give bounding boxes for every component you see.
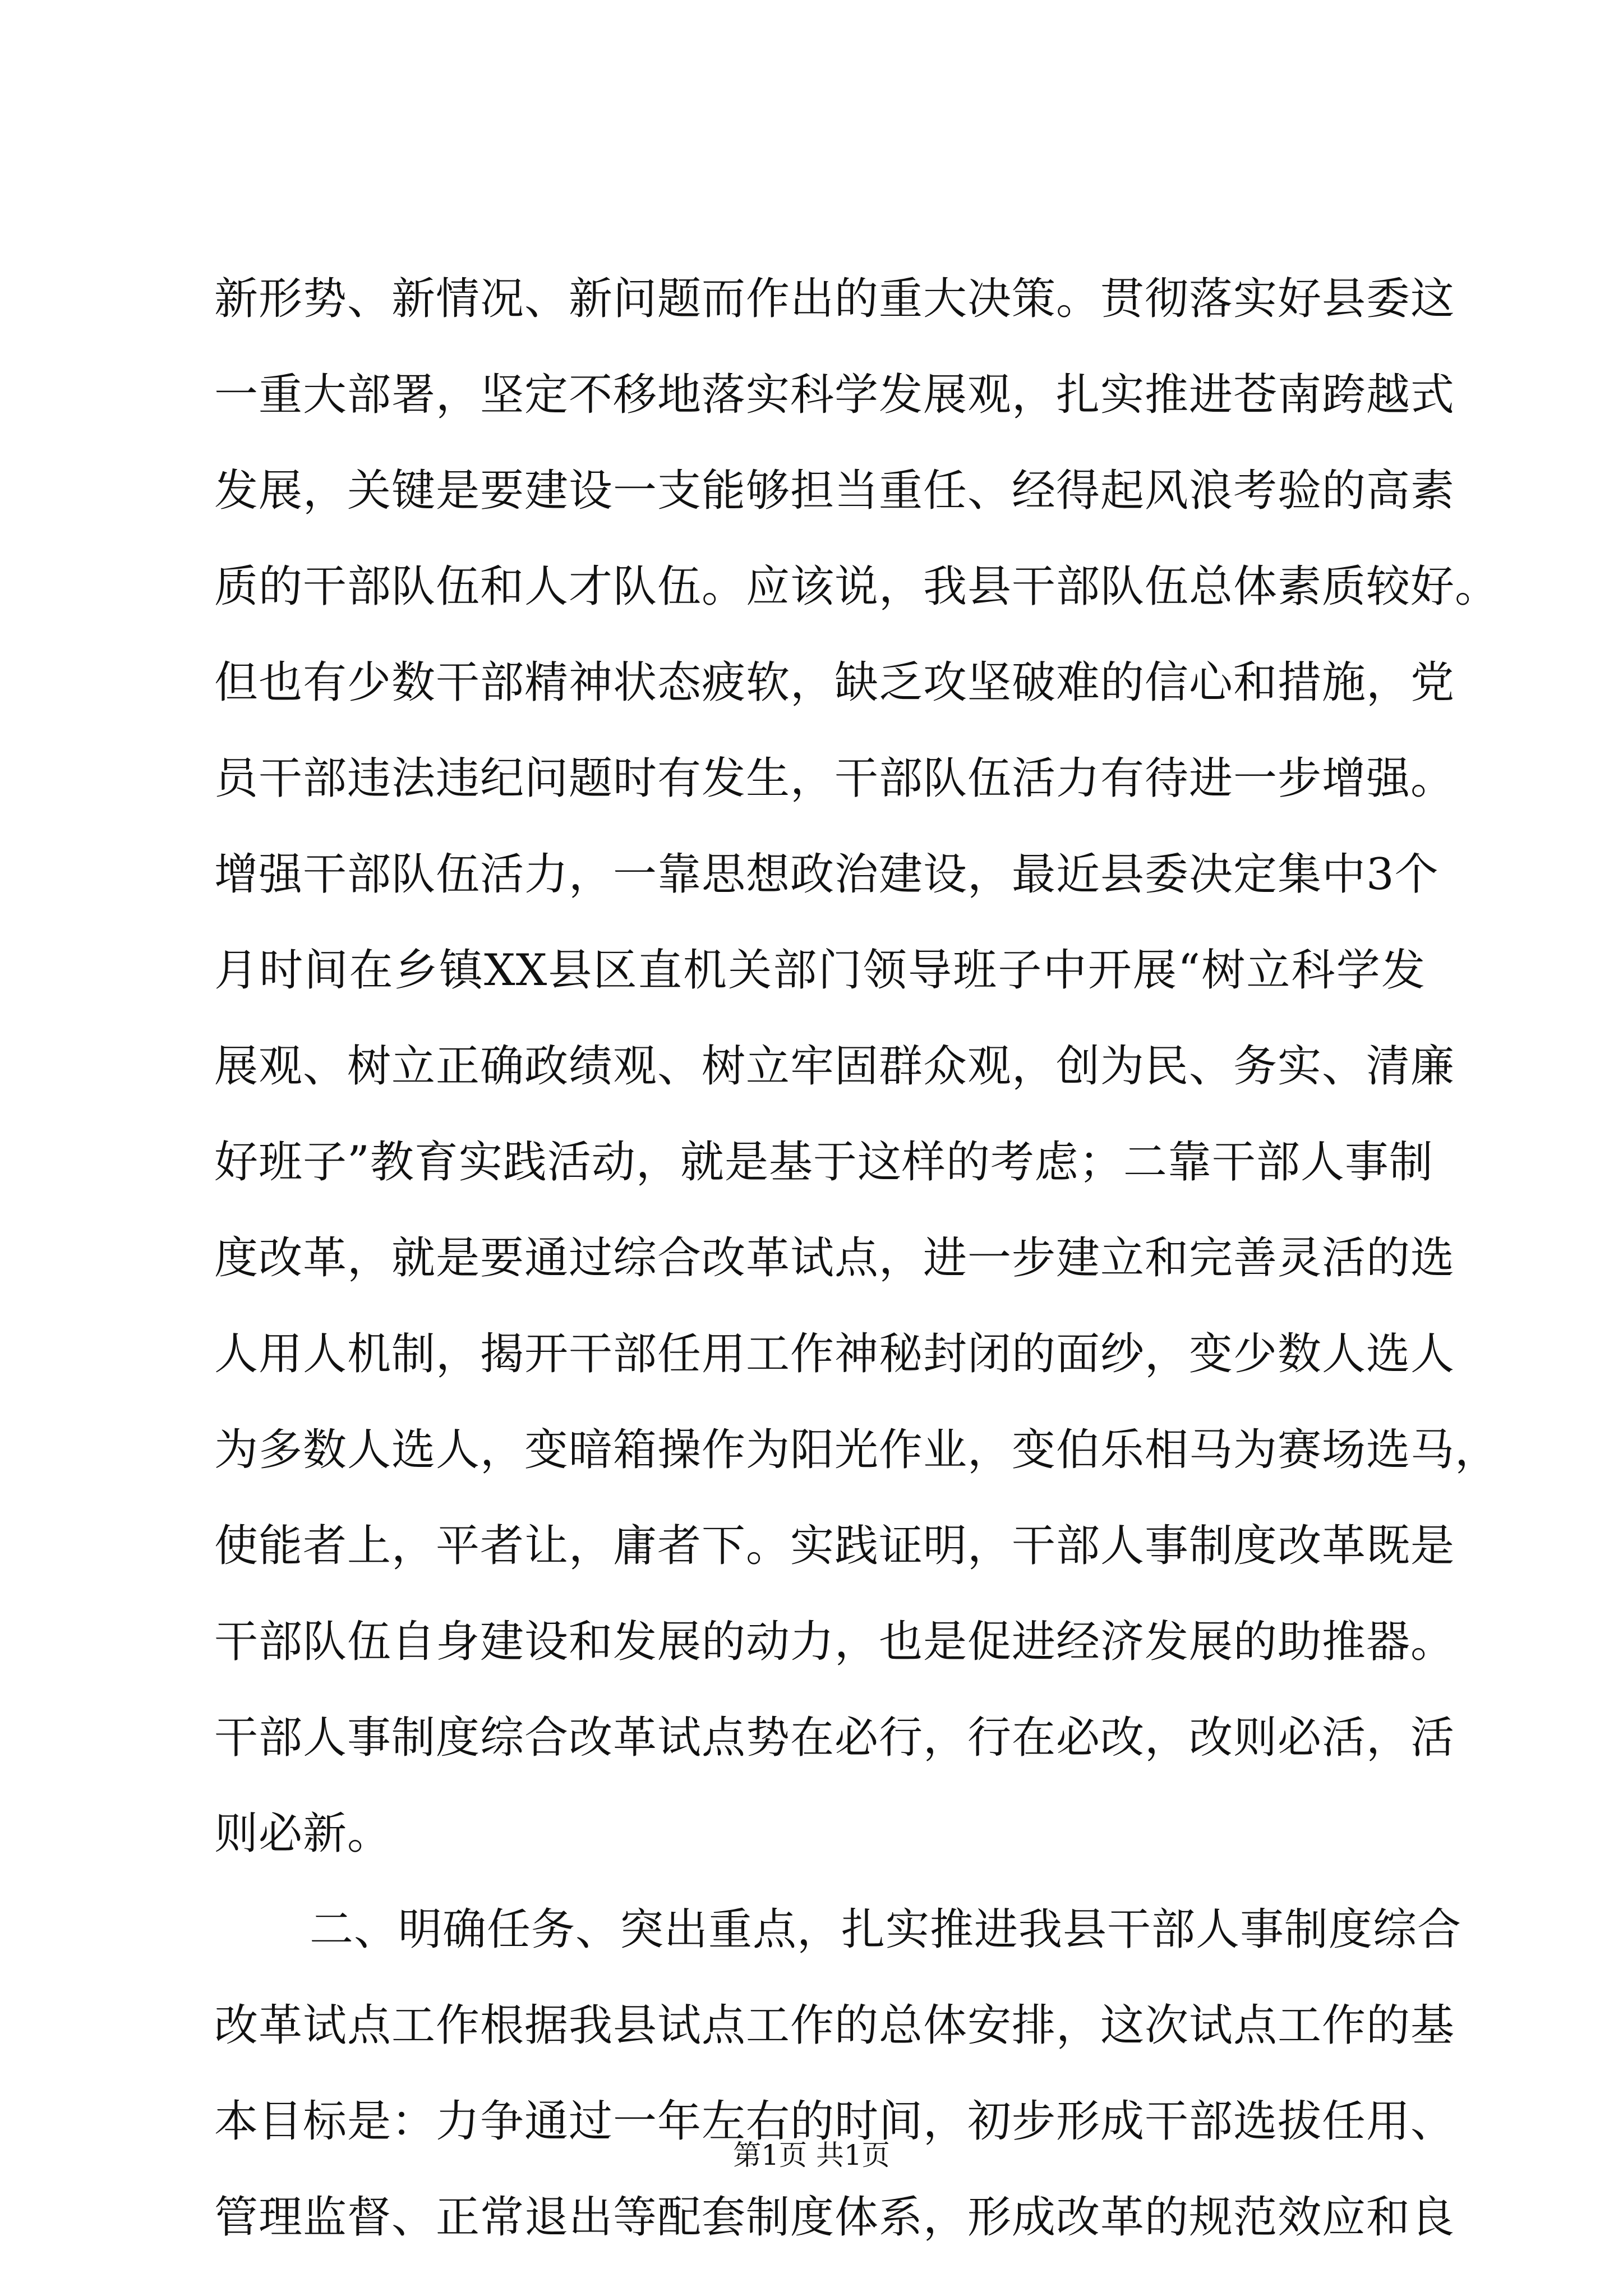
- text-line: 新形势、新情况、新问题而作出的重大决策。贯彻落实好县委这: [214, 274, 1455, 324]
- text-line: 增强干部队伍活力，一靠思想政治建设，最近县委决定集中3个: [214, 849, 1439, 900]
- page-footer: 第1页 共1页: [733, 2139, 890, 2171]
- text-line: 发展，关键是要建设一支能够担当重任、经得起风浪考验的高素: [214, 466, 1455, 516]
- text-line: 人用人机制，揭开干部任用工作神秘封闭的面纱，变少数人选人: [214, 1329, 1455, 1379]
- text-line: 但也有少数干部精神状态疲软，缺乏攻坚破难的信心和措施，党: [214, 657, 1455, 708]
- text-line: 一重大部署，坚定不移地落实科学发展观，扎实推进苍南跨越式: [214, 370, 1455, 420]
- text-line: 干部队伍自身建设和发展的动力，也是促进经济发展的助推器。: [214, 1617, 1455, 1667]
- text-line: 质的干部队伍和人才队伍。应该说，我县干部队伍总体素质较好。: [214, 562, 1500, 612]
- section-heading-line: 二、明确任务、突出重点，扎实推进我县干部人事制度综合: [310, 1904, 1462, 1955]
- text-line: 本目标是：力争通过一年左右的时间，初步形成干部选拔任用、: [214, 2096, 1455, 2147]
- text-line: 员干部违法违纪问题时有发生，干部队伍活力有待进一步增强。: [214, 753, 1455, 804]
- text-line: 展观、树立正确政绩观、树立牢固群众观，创为民、务实、清廉: [214, 1041, 1455, 1092]
- text-line: 月时间在乡镇XX县区直机关部门领导班子中开展“树立科学发: [214, 945, 1426, 996]
- paragraph-end-line: 则必新。: [214, 1809, 392, 1859]
- text-line: 好班子”教育实践活动，就是基于这样的考虑；二靠干部人事制: [214, 1137, 1433, 1188]
- text-line: 使能者上，平者让，庸者下。实践证明，干部人事制度改革既是: [214, 1521, 1455, 1571]
- text-line: 干部人事制度综合改革试点势在必行，行在必改，改则必活，活: [214, 1713, 1455, 1763]
- text-line: 改革试点工作根据我县试点工作的总体安排，这次试点工作的基: [214, 2000, 1455, 2051]
- text-line: 度改革，就是要通过综合改革试点，进一步建立和完善灵活的选: [214, 1233, 1455, 1283]
- body-text: [214, 251, 1500, 2266]
- text-line: 为多数人选人，变暗箱操作为阳光作业，变伯乐相马为赛场选马，: [214, 1425, 1500, 1475]
- text-line: 管理监督、正常退出等配套制度体系，形成改革的规范效应和良: [214, 2192, 1455, 2243]
